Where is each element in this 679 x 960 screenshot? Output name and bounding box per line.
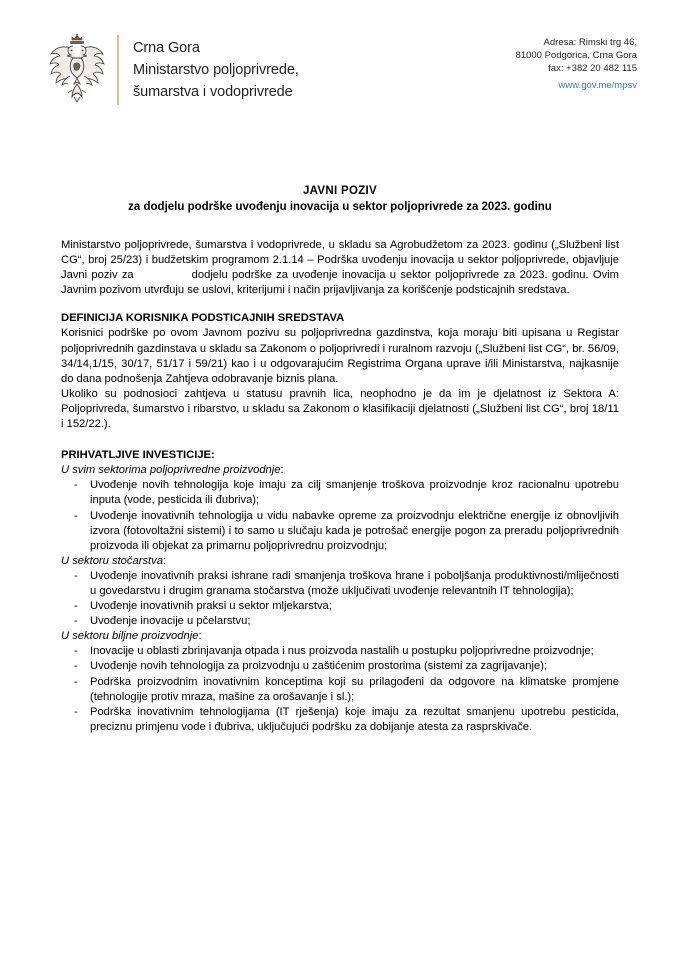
page-subtitle: za dodjelu podrške uvođenju inovacija u sektor poljoprivrede za 2023. godinu <box>128 201 552 213</box>
ministry-address-block <box>516 36 637 92</box>
intro-part-2: dodjelu podrške za uvođenje inovacija u sektor poljoprivrede za 2023. godinu. Ovim Javnim pozivom utvrđuju se uslovi, kriterijumi i način prijavljivanja za korišćenje podsticajnih sredstava. <box>61 269 619 297</box>
brand-line-ministry-2: šumarstva i vodoprivrede <box>133 84 293 100</box>
list-item: - Uvođenje novih tehnologija koje imaju za cilj smanjenje troškova proizvodnje kroz racionalnu upotrebu inputa (vode, pesticida ili đubriva); <box>61 478 619 508</box>
page-title: JAVNI POZIV <box>302 185 378 197</box>
brand-line-ministry-1: Ministarstvo poljoprivrede, <box>133 62 299 78</box>
brand-line-country: Crna Gora <box>133 40 200 56</box>
subheading-livestock-text: U sektoru stočarstva <box>61 554 163 567</box>
subheading-all-sectors-text: U svim sektorima poljoprivredne proizvodnje <box>61 464 281 477</box>
document-body <box>61 238 619 735</box>
list-item: - Podrška inovativnim tehnologijama (IT rješenja) koje imaju za rezultat smanjenu upotrebu pesticida, preciznu primjenu vode i đubriva, uključujući podršku za dobijanje atesta za rasprskivače. <box>61 705 619 735</box>
bullet-list-livestock <box>61 569 619 629</box>
subheading-all-sectors-colon: : <box>280 464 284 477</box>
section-heading-beneficiaries: DEFINICIJA KORISNIKA PODSTICAJNIH SREDSTAVA <box>61 312 345 325</box>
bullet-list-crop-production <box>61 644 619 735</box>
coat-of-arms-icon <box>46 32 108 108</box>
subheading-crop-production-text: U sektoru biljne proizvodnje <box>61 630 199 643</box>
subheading-livestock-colon: : <box>162 554 167 567</box>
brand-divider <box>117 35 119 105</box>
address-line-street: Adresa: Rimski trg 46, <box>543 37 637 48</box>
document-title-block <box>60 183 620 216</box>
section-heading-investments: PRIHVATLJIVE INVESTICIJE: <box>61 449 215 462</box>
address-line-fax: fax: +382 20 482 115 <box>548 63 637 75</box>
list-item: - Uvođenje inovacije u pčelarstvu; <box>61 614 619 629</box>
list-item: - Uvođenje novih tehnologija za proizvodnju u zaštićenim prostorima (sistemi za zagrijavanje); <box>61 659 619 674</box>
beneficiaries-paragraph-1: Korisnici podrške po ovom Javnom pozivu su poljoprivredna gazdinstva, koja moraju biti upisana u Registar poljoprivrednih gazdinstava u skladu sa Zakonom o poljoprivredi i ruralnom razvoju („Službeni list CG“, br. 56/09, 34/14,1/15, 30/17, 51/17 i 59/21) kao i u odgovarajućim Registrima Organa uprave i/ili Ministarstva, najkasnije do dana podnošenja Zahtjeva odobravanje biznis plana. <box>61 327 619 385</box>
address-line-city: 81000 Podgorica, Crna Gora <box>515 50 637 62</box>
subheading-crop-production-colon: : <box>198 630 202 643</box>
document-header <box>0 0 679 130</box>
website-link[interactable]: www.gov.me/mpsv <box>558 79 637 91</box>
section-spacer <box>61 432 619 448</box>
ministry-name-block <box>133 37 299 103</box>
list-item: - Uvođenje inovativnih praksi u sektor mljekarstva; <box>61 599 619 614</box>
list-item: - Inovacije u oblasti zbrinjavanja otpada i nus proizvoda nastalih u postupku poljoprivredne proizvodnje; <box>61 644 619 659</box>
beneficiaries-paragraph-2: Ukoliko su podnosioci zahtjeva u statusu pravnih lica, neophodno je da im je djelatnost iz Sektora A: Poljoprivreda, šumarstvo i ribarstvo, u skladu sa Zakonom o klasifikaciji djelatnosti („Službeni list CG“, broj 18/11 i 152/22.). <box>61 387 619 431</box>
subheading-all-sectors <box>61 463 619 478</box>
intro-paragraph <box>61 238 619 298</box>
ministry-branding <box>46 32 299 108</box>
list-item: - Podrška proizvodnim inovativnim konceptima koji su prilagođeni da odgovore na klimatske promjene (tehnologije protiv mraza, mašine za orošavanje i sl.); <box>61 675 619 705</box>
subheading-crop-production <box>61 629 619 644</box>
bullet-list-all-sectors <box>61 478 619 553</box>
list-item: - Uvođenje inovativnih tehnologija u vidu nabavke opreme za proizvodnju električne energije iz obnovljivih izvora (fotovoltažni sistemi) i to samo u slučaju kada je potrošač energije pogon za preradu poljoprivrednih proizvoda ili objekat za primarnu poljoprivrednu proizvodnju; <box>61 509 619 554</box>
subheading-livestock <box>61 554 619 569</box>
list-item: - Uvođenje inovativnih praksi ishrane radi smanjenja troškova hrane i poboljšanja produktivnosti/mliječnosti u govedarstvu i drugim granama stočarstva (može uključivati uvođenje relevantnih IT tehnologija); <box>61 569 619 599</box>
intro-part-1: Ministarstvo poljoprivrede, šumarstva i vodoprivrede, u skladu sa Agrobudžetom za 2023. godinu („Službeni list CG“, broj 25/23) i budžetskim programom 2.1.14 – Podrška uvođenju inovacija u sektor poljoprivrede, objavljuje Javni poziv za <box>61 239 619 282</box>
